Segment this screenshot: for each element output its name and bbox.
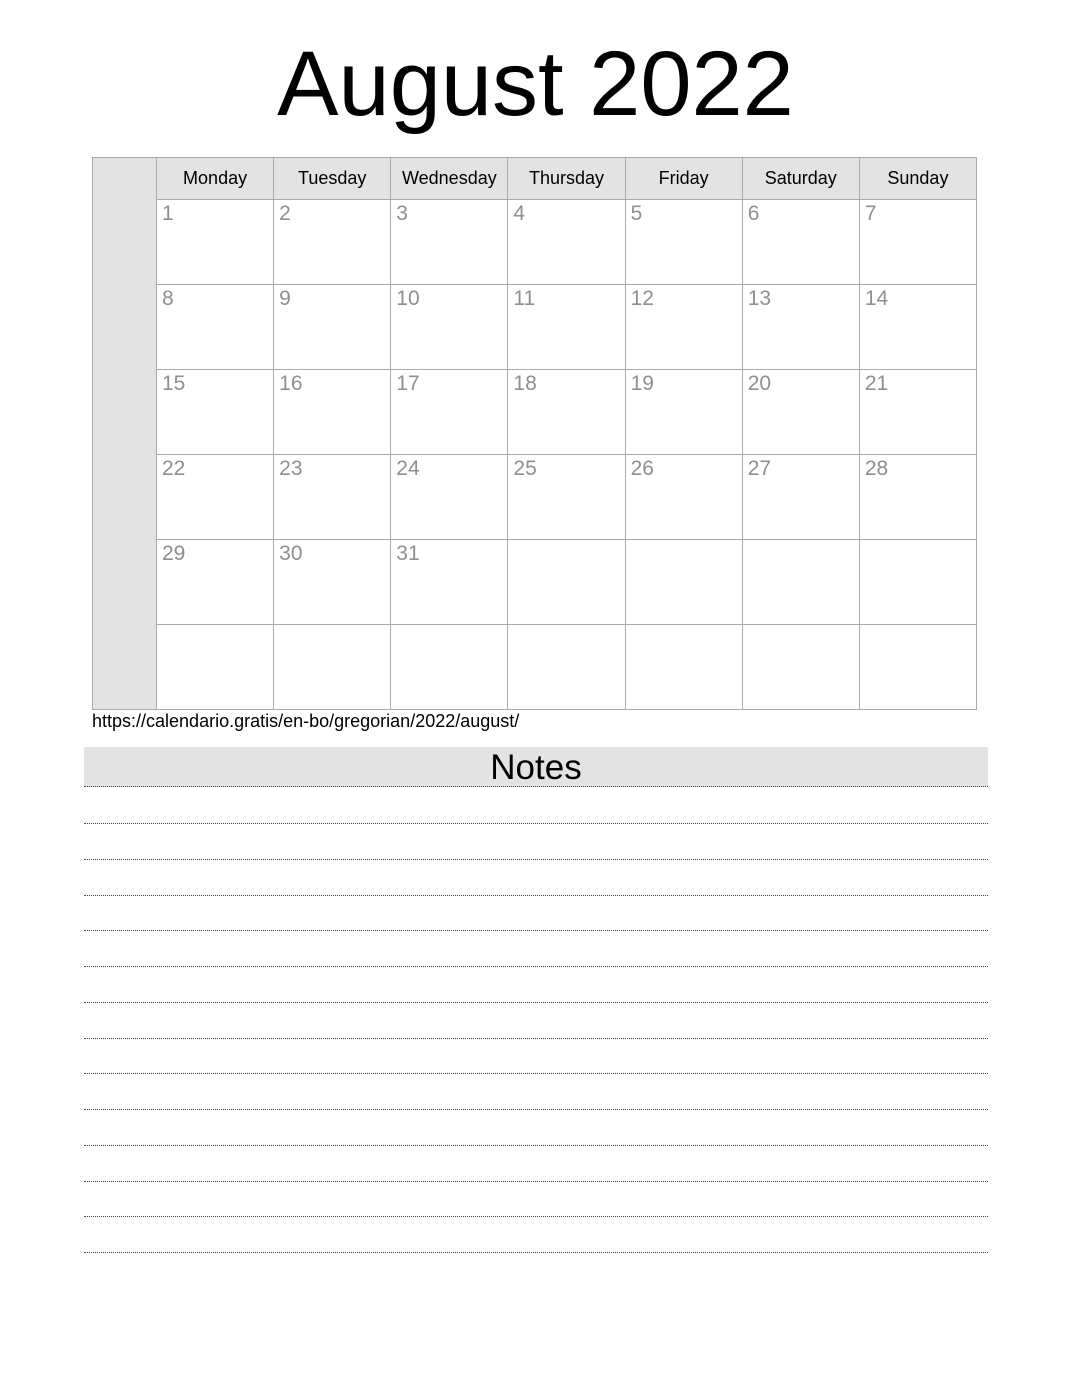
day-cell-31: 31 [391,540,508,625]
empty-day-cell [742,540,859,625]
day-cell-5: 5 [625,200,742,285]
empty-day-cell [859,540,976,625]
day-cell-13: 13 [742,285,859,370]
day-cell-28: 28 [859,455,976,540]
day-cell-18: 18 [508,370,625,455]
note-line [84,1216,988,1217]
note-line [84,930,988,931]
day-cell-27: 27 [742,455,859,540]
empty-day-cell [391,625,508,710]
day-cell-12: 12 [625,285,742,370]
day-cell-8: 8 [157,285,274,370]
empty-day-cell [157,625,274,710]
empty-day-cell [742,625,859,710]
note-line [84,823,988,824]
note-line [84,1002,988,1003]
day-header-monday: Monday [157,158,274,200]
day-header-sunday: Sunday [859,158,976,200]
calendar-table [92,157,977,710]
day-cell-14: 14 [859,285,976,370]
empty-day-cell [508,625,625,710]
note-line [84,1252,988,1253]
day-cell-3: 3 [391,200,508,285]
day-cell-15: 15 [157,370,274,455]
day-header-friday: Friday [625,158,742,200]
day-cell-29: 29 [157,540,274,625]
notes-title: Notes [490,748,582,787]
day-cell-23: 23 [274,455,391,540]
day-cell-21: 21 [859,370,976,455]
day-header-saturday: Saturday [742,158,859,200]
note-line [84,1109,988,1110]
note-line [84,966,988,967]
source-url: https://calendario.gratis/en-bo/gregorian/2022/august/ [92,711,520,731]
day-cell-4: 4 [508,200,625,285]
note-line [84,1145,988,1146]
day-cell-16: 16 [274,370,391,455]
day-cell-17: 17 [391,370,508,455]
day-cell-10: 10 [391,285,508,370]
note-line [84,859,988,860]
notes-header [84,747,988,787]
note-line [84,1038,988,1039]
empty-day-cell [508,540,625,625]
note-line [84,895,988,896]
day-cell-24: 24 [391,455,508,540]
note-line [84,1181,988,1182]
calendar-side-column [93,158,157,710]
day-cell-20: 20 [742,370,859,455]
day-header-thursday: Thursday [508,158,625,200]
day-cell-26: 26 [625,455,742,540]
day-header-wednesday: Wednesday [391,158,508,200]
day-cell-30: 30 [274,540,391,625]
day-cell-11: 11 [508,285,625,370]
note-line [84,1073,988,1074]
day-cell-9: 9 [274,285,391,370]
day-cell-6: 6 [742,200,859,285]
empty-day-cell [859,625,976,710]
empty-day-cell [625,625,742,710]
day-cell-1: 1 [157,200,274,285]
empty-day-cell [274,625,391,710]
day-cell-2: 2 [274,200,391,285]
page-title: August 2022 [277,33,794,135]
day-cell-7: 7 [859,200,976,285]
day-cell-19: 19 [625,370,742,455]
day-cell-25: 25 [508,455,625,540]
day-header-tuesday: Tuesday [274,158,391,200]
empty-day-cell [625,540,742,625]
day-cell-22: 22 [157,455,274,540]
